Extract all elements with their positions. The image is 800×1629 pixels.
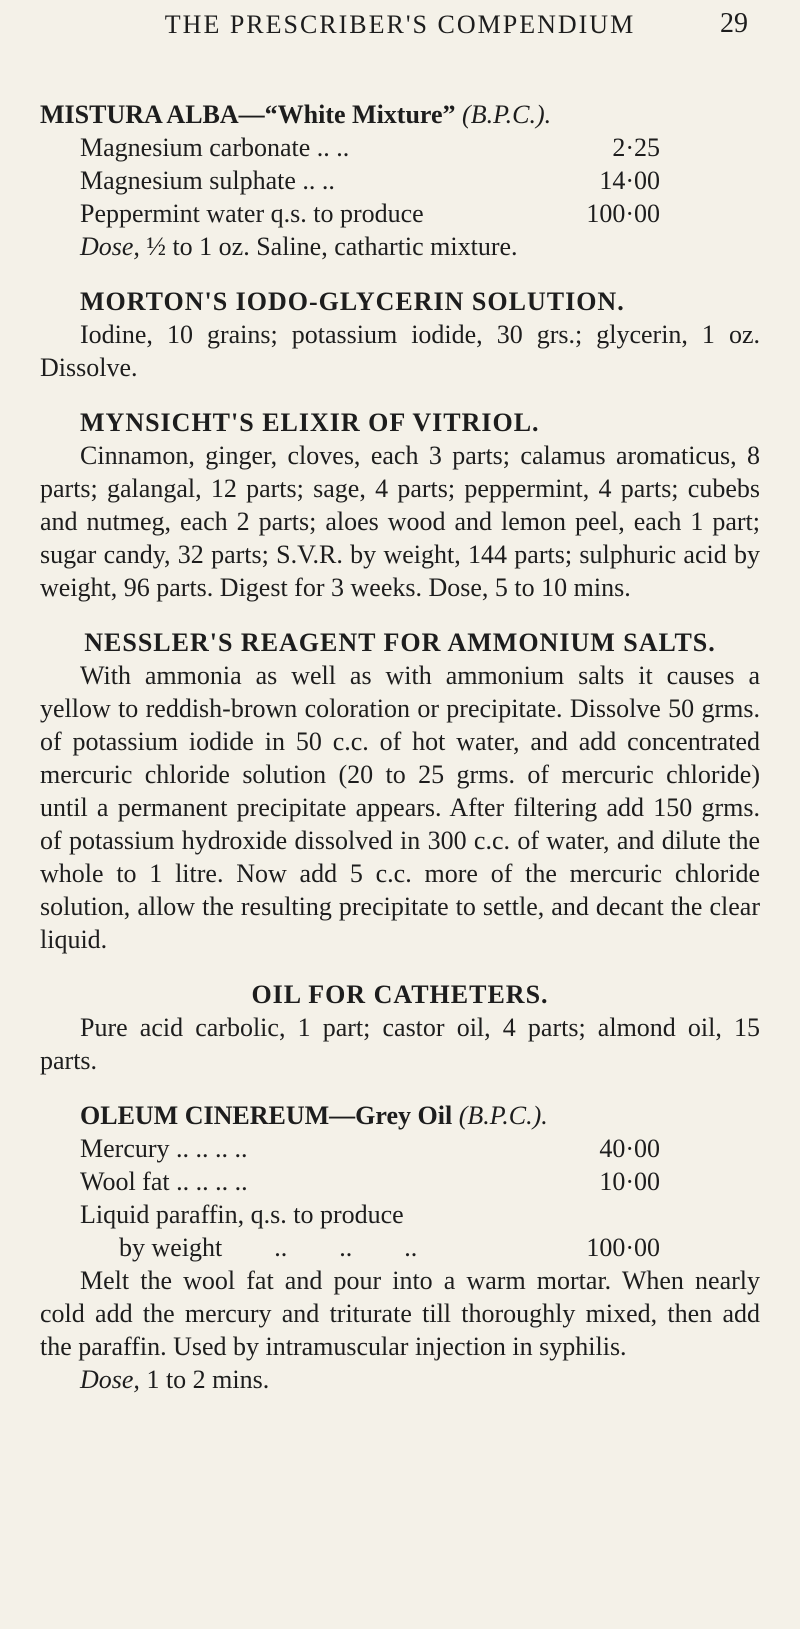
dose-line: Dose, ½ to 1 oz. Saline, cathartic mixture. [80,232,518,261]
entry-morton [40,285,760,384]
entry-nessler [40,626,760,956]
formula-row: Wool fat .. .. .. .. 10·00 [80,1167,660,1196]
entry-oleum-cinereum [40,1099,760,1396]
page-content [40,98,760,1418]
entry-title: NESSLER'S REAGENT FOR AMMONIUM SALTS. [84,628,716,657]
formula-row: Peppermint water q.s. to produce 100·00 [80,199,660,228]
entry-body: With ammonia as well as with ammonium salts it causes a yellow to reddish-brown coloration or precipitate. Dissolve 50 grms. of potassium iodide in 50 c.c. of hot water, and add concentrated mercuric chloride solution (20 to 25 grms. of mercuric chloride) until a permanent precipitate appears. After filtering add 150 grms. of potassium hydroxide dissolved in 300 c.c. of water, and dilute the whole to 1 litre. Now add 5 c.c. more of the mercuric chloride solution, allow the resulting precipitate to settle, and decant the clear liquid. [40,661,760,954]
entry-body: Cinnamon, ginger, cloves, each 3 parts; calamus aromaticus, 8 parts; galangal, 12 parts; sage, 4 parts; peppermint, 4 parts; cubebs and nutmeg, each 2 parts; aloes wood and lemon peel, each 1 part; sugar candy, 32 parts; S.V.R. by weight, 144 parts; sulphuric acid by weight, 96 parts. Digest for 3 weeks. Dose, 5 to 10 mins. [40,441,760,602]
entry-title: MORTON'S IODO-GLYCERIN SOLUTION. [80,287,625,316]
entry-mistura-alba [40,98,760,263]
entry-body: Melt the wool fat and pour into a warm mortar. When nearly cold add the mercury and triturate till thoroughly mixed, then add the paraffin. Used by intramuscular injection in syphilis. [40,1266,760,1361]
entry-title: OLEUM CINEREUM—Grey Oil (B.P.C.). [80,1101,548,1130]
formula-row: by weight .. .. .. 100·00 [80,1233,660,1262]
dose-line: Dose, 1 to 2 mins. [80,1365,270,1394]
entry-body: Pure acid carbolic, 1 part; castor oil, 4 parts; almond oil, 15 parts. [40,1013,760,1075]
running-head: THE PRESCRIBER'S COMPENDIUM [164,10,636,39]
formula-row: Magnesium sulphate .. .. 14·00 [80,166,660,195]
entry-body: Iodine, 10 grains; potassium iodide, 30 grs.; glycerin, 1 oz. Dissolve. [40,320,760,382]
page-number: 29 [720,8,748,39]
entry-title: OIL FOR CATHETERS. [251,980,549,1009]
page-header [0,6,800,46]
entry-title: MYNSICHT'S ELIXIR OF VITRIOL. [80,408,540,437]
entry-catheters [40,978,760,1077]
entry-mynsicht [40,406,760,604]
formula-row: Magnesium carbonate .. .. 2·25 [80,133,660,162]
entry-title: MISTURA ALBA—“White Mixture” (B.P.C.). [40,100,552,129]
formula-row: Liquid paraffin, q.s. to produce [80,1200,404,1229]
formula-row: Mercury .. .. .. .. 40·00 [80,1134,660,1163]
